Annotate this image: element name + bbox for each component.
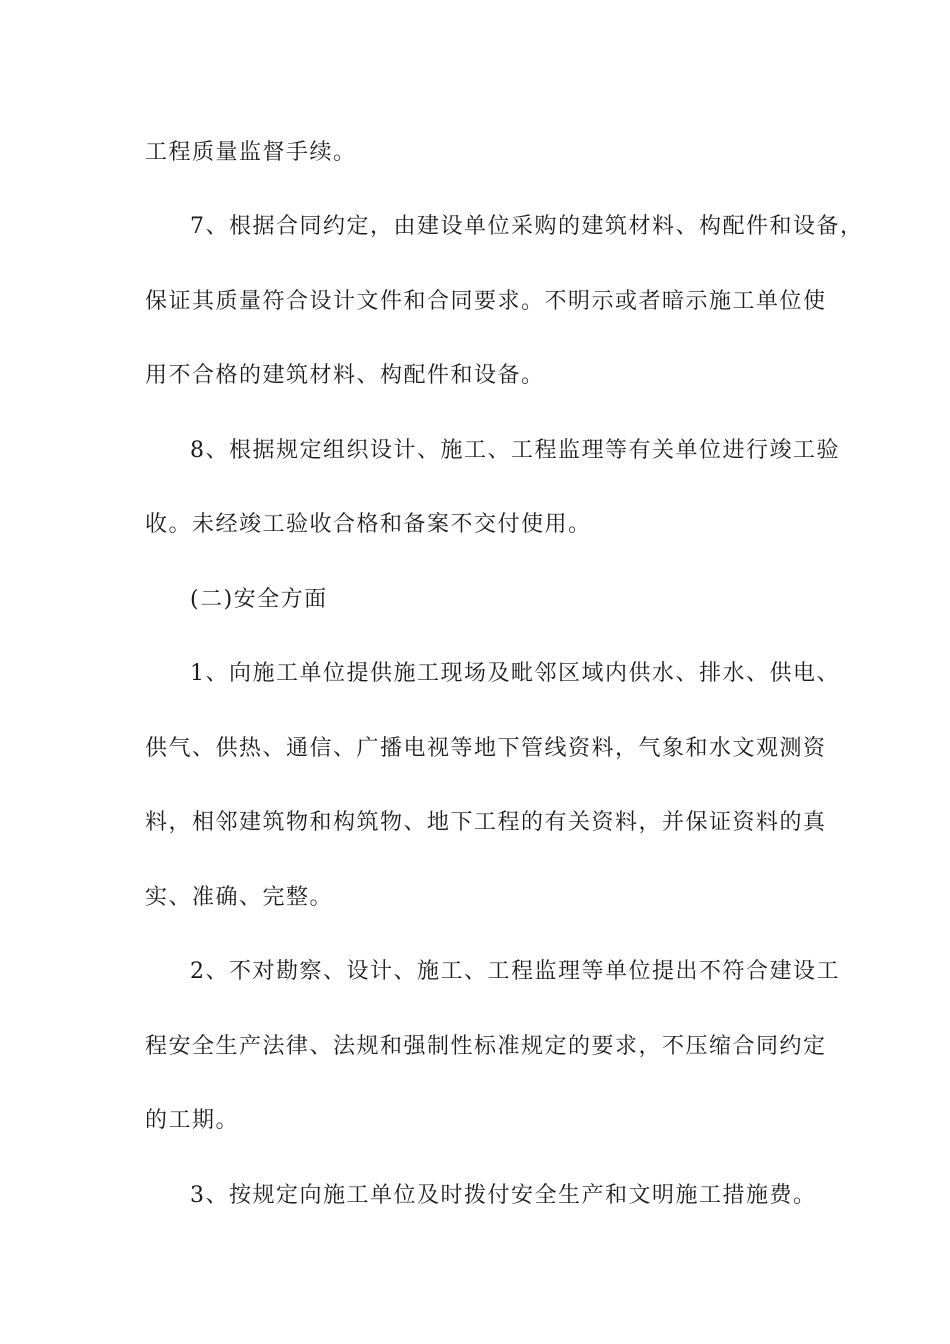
text-line: 2、不对勘察、设计、施工、工程监理等单位提出不符合建设工 [190,959,840,984]
text-line: 料，相邻建筑物和构筑物、地下工程的有关资料，并保证资料的真 [145,810,827,835]
text-line: 1、向施工单位提供施工现场及毗邻区域内供水、排水、供电、 [190,661,840,686]
text-line: 供气、供热、通信、广播电视等地下管线资料，气象和水文观测资 [145,736,827,761]
section-heading: (二)安全方面 [190,587,328,612]
text-line: 7、根据合同约定，由建设单位采购的建筑材料、构配件和设备， [190,214,864,239]
text-line: 用不合格的建筑材料、构配件和设备。 [145,363,545,388]
text-line: 实、准确、完整。 [145,885,334,910]
text-line: 工程质量监督手续。 [145,140,357,165]
text-line: 的工期。 [145,1108,240,1133]
text-line: 保证其质量符合设计文件和合同要求。不明示或者暗示施工单位使 [145,289,827,314]
text-line: 8、根据规定组织设计、施工、工程监理等有关单位进行竣工验 [190,438,840,463]
text-line: 收。未经竣工验收合格和备案不交付使用。 [145,512,592,537]
text-line: 3、按规定向施工单位及时拨付安全生产和文明施工措施费。 [190,1183,817,1208]
text-line: 程安全生产法律、法规和强制性标准规定的要求，不压缩合同约定 [145,1034,827,1059]
